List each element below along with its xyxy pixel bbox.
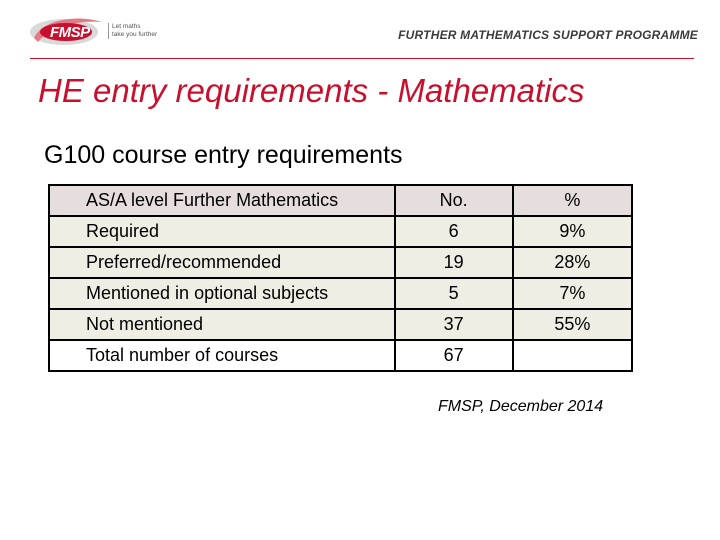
- row-percent: 55%: [513, 309, 632, 340]
- source-note: FMSP, December 2014: [438, 398, 604, 415]
- table-header-row: [49, 185, 632, 216]
- header-divider: [30, 58, 694, 59]
- row-label: Not mentioned: [49, 309, 395, 340]
- row-count: 6: [395, 216, 513, 247]
- row-count: 67: [395, 340, 513, 371]
- header-cell-count: No.: [395, 185, 513, 216]
- table-row: [49, 309, 632, 340]
- logo-tagline: Let maths take you further: [108, 23, 157, 39]
- row-count: 37: [395, 309, 513, 340]
- fmsp-logo: [28, 12, 158, 52]
- header-cell-percent: %: [513, 185, 632, 216]
- logo-text: FMSP: [50, 24, 90, 41]
- table-total-row: [49, 340, 632, 371]
- row-percent: 28%: [513, 247, 632, 278]
- row-percent: 9%: [513, 216, 632, 247]
- row-label: Required: [49, 216, 395, 247]
- header-cell-category: AS/A level Further Mathematics: [49, 185, 395, 216]
- entry-requirements-table: [48, 184, 633, 372]
- row-percent: 7%: [513, 278, 632, 309]
- table-row: [49, 216, 632, 247]
- row-count: 19: [395, 247, 513, 278]
- slide-subtitle: G100 course entry requirements: [44, 141, 403, 169]
- row-count: 5: [395, 278, 513, 309]
- table-row: [49, 247, 632, 278]
- slide-title: HE entry requirements - Mathematics: [38, 72, 585, 109]
- row-label: Total number of courses: [49, 340, 395, 371]
- row-label: Mentioned in optional subjects: [49, 278, 395, 309]
- row-label: Preferred/recommended: [49, 247, 395, 278]
- row-percent: [513, 340, 632, 371]
- table-row: [49, 278, 632, 309]
- programme-name: FURTHER MATHEMATICS SUPPORT PROGRAMME: [398, 28, 698, 42]
